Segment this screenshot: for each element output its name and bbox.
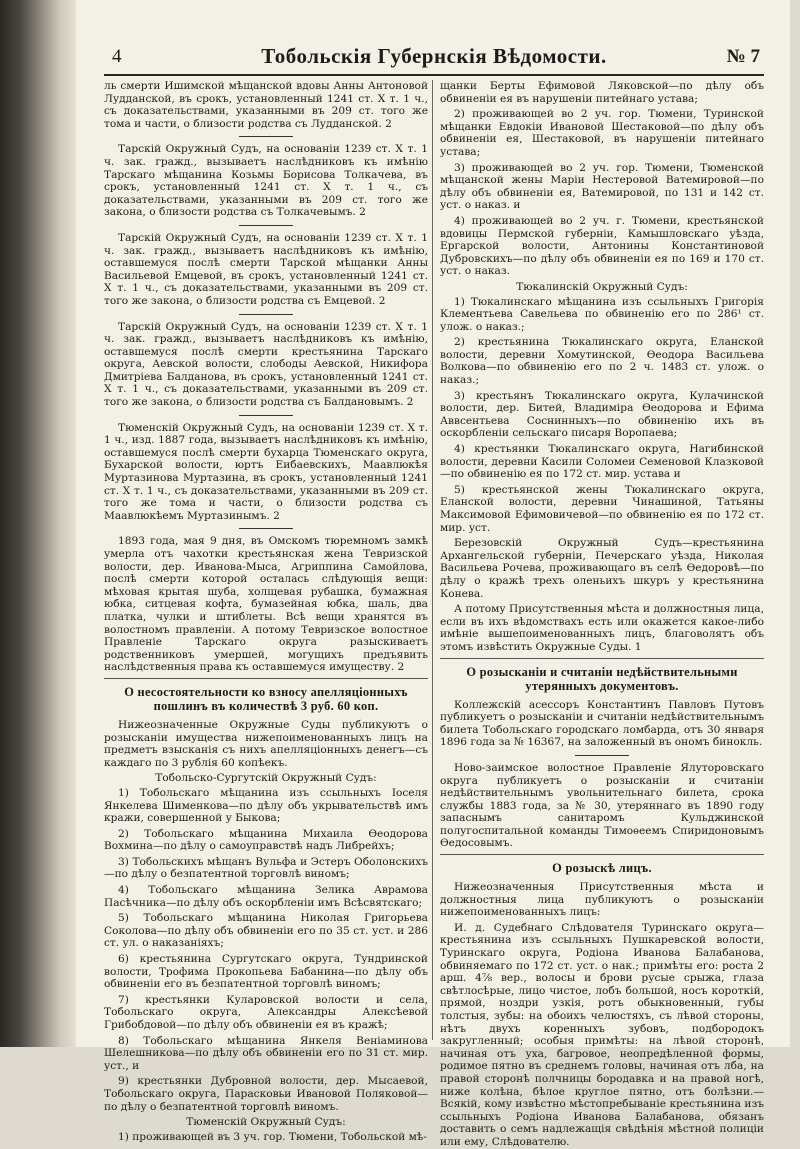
section-intro: Нижеозначенные Окружные Суды публикуютъ о розысканіи имущества нижепоименованныхъ лицъ на предметъ взысканія съ нихъ апелляціонныхъ денегъ—съ каждаго по 3 рублія 60 копѣекъ. (104, 718, 428, 769)
list-item: 4) крестьянки Тюкалинскаго округа, Нагибинской волости, деревни Касили Соломеи Семеновой Клазковой—по обвиненію ея по 172 ст. мир. устава и (440, 443, 764, 481)
notice-paragraph: Тюменскій Окружный Судъ, на основаніи 1239 ст. Х т. 1 ч., изд. 1887 года, вызываетъ наслѣдниковъ къ имѣнію, оставшемуся послѣ смерти бухарца Тюменскаго округа, Бухарской волости, юртъ Еибаевскихъ, Маавлюкѣя Муртазинова Муртазина, въ срокъ, установленный 1241 ст. Х т. 1 ч., съ доказательствами, указанными въ 209 ст. того же тома и части, о близости родства съ Маавлюкѣемъ Муртазинымъ. 2 (104, 421, 428, 522)
section-rule (440, 658, 764, 659)
section-rule (104, 678, 428, 679)
section-heading-insolvency: О несостоятельности ко взносу апелляціонныхъ пошлинъ въ количествѣ 3 руб. 60 коп. (124, 684, 408, 713)
list-item: 5) крестьянской жены Тюкалинскаго округа, Еланской волости, деревни Чинашиной, Татьяны Максимовой Ефимовичевой—по обвиненію ея по 172 ст. мир. уст. (440, 483, 764, 534)
list-item: 1) Тюкалинскаго мѣщанина изъ ссыльныхъ Григорія Клементьева Савельева по обвиненію его по 286¹ ст. улож. о наказ.; (440, 295, 764, 333)
issue-number: № 7 (726, 46, 760, 67)
court-name: Тобольско-Сургутскій Окружный Судъ: (155, 772, 377, 785)
list-item: 3) крестьянъ Тюкалинскаго округа, Кулачинской волости, дер. Битей, Владиміра Ѳеодорова и Ефима Аввсентьева Соснинныхъ—по обвиненію ихъ въ оскорбленіи сельскаго писаря Воропаева; (440, 389, 764, 440)
column-rule (432, 80, 433, 1040)
notice-paragraph: Тарскій Окружный Судъ, на основаніи 1239 ст. Х т. 1 ч. зак. гражд., вызываетъ наслѣдниковъ къ имѣнію, оставшемуся послѣ смерти крестьянина Тарскаго округа, Аевской волости, слободы Аевской, Никифора Дмитріева Балданова, въ срокъ, установленный 1241 ст. Х т. 1 ч., съ доказательствами, указанными въ 209 ст. того же закона, о близости родства съ Балдановымъ. 2 (104, 320, 428, 409)
court-name: Тюменскій Окружный Судъ: (186, 1116, 346, 1129)
separator (239, 528, 293, 529)
list-item: 7) крестьянки Куларовской волости и села, Тобольскаго округа, Александры Алексѣевой Грибобдовой—по дѣлу объ обвиненіи ея въ кражѣ; (104, 993, 428, 1031)
court-name: Тюкалинскій Окружный Судъ: (516, 280, 688, 293)
page-number: 4 (112, 46, 122, 67)
list-item: 3) Тобольскихъ мѣщанъ Вульфа и Эстеръ Оболонскихъ—по дѣлу о безпатентной торговлѣ виномъ; (104, 855, 428, 881)
notice-paragraph: Березовскій Окружный Судъ—крестьянина Архангельской губерніи, Печерскаго уѣзда, Николая Васильева Рочева, проживающаго въ селѣ Ѳедоровѣ—по дѣлу о кражѣ трехъ оленьихъ шкуръ у крестьянина Конева. (440, 537, 764, 600)
list-item: 4) проживающей во 2 уч. г. Тюмени, крестьянской вдовицы Пермской губерніи, Камышловскаго уѣзда, Ергарской волости, Антонины Константиновой Дубровскихъ—по дѣлу объ обвиненіи ея по 169 и 170 ст. уст. о наказ. (440, 214, 764, 278)
notice-paragraph: Тарскій Окружный Судъ, на основаніи 1239 ст. Х т. 1 ч. зак. гражд., вызываетъ наслѣдниковъ къ имѣнію, оставшемуся послѣ смерти Тарской мѣщанки Анны Васильевой Емцевой, въ срокъ, установленный 1241 ст. Х т. 1 ч., съ доказательствами, указанными въ 209 ст. того же закона, о близости родства съ Емцевой. 2 (104, 231, 428, 307)
book-binding (0, 0, 76, 1047)
list-item: 2) крестьянина Тюкалинскаго округа, Еланской волости, деревни Хомутинской, Ѳеодора Васильева Волкова—по обвиненію его по 2 ч. 1483 ст. улож. о наказ.; (440, 336, 764, 387)
section-rule (440, 854, 764, 855)
right-column (440, 80, 764, 1148)
section-heading-wanted-persons: О розыскѣ лицъ. (552, 861, 652, 876)
section-heading-lost-documents: О розысканіи и считаніи недѣйствительными утерянныхъ документовъ. (466, 664, 738, 693)
notice-paragraph: А потому Присутственныя мѣста и должностныя лица, если въ ихъ вѣдомствахъ есть или окажется какое-либо имѣніе вышепоименованныхъ лицъ, благоволятъ объ этомъ извѣстить Окружные Суды. 1 (440, 603, 764, 653)
list-item: 8) Тобольскаго мѣщанина Янкеля Веніаминова Шелешникова—по дѣлу объ обвиненіи его по 31 ст. мир. уст., и (104, 1034, 428, 1072)
notice-paragraph: Ново-заимское волостное Правленіе Ялуторовскаго округа публикуетъ о розысканіи и считаніи недѣйствительнымъ увольнительнаго билета, срока службы 1883 года, за № 30, утеряннаго въ 1890 году запаснымъ санитаромъ Кульджинской полугоспитальной команды Тимоѳеемъ Спиридоновымъ Ѳедосовымъ. (440, 761, 764, 850)
notice-paragraph: ль смерти Ишимской мѣщанской вдовы Анны Антоновой Лудданской, въ срокъ, установленный 1241 ст. Х т. 1 ч., съ доказательствами, указанными въ 209 ст. того же тома и части, о близости родства съ Лудданской. 2 (104, 80, 428, 130)
list-item: 2) Тобольскаго мѣщанина Михаила Ѳеодорова Вохмина—по дѣлу о самоуправствѣ надъ Либрейхъ; (104, 827, 428, 853)
list-item: 6) крестьянина Сургутскаго округа, Тундринской волости, Трофима Прокопьева Бабанина—по дѣлу объ обвиненіи его въ безпатентной торговлѣ виномъ; (104, 953, 428, 991)
notice-paragraph: Коллежскій асессоръ Константинъ Павловъ Путовъ публикуетъ о розысканіи и считаніи недѣйствительнымъ билета Тобольскаго городскаго ломбарда, отъ 30 января 1896 года за № 16367, на заложенный въ ономъ бинокль. (440, 698, 764, 749)
separator (575, 755, 629, 756)
left-column (104, 80, 428, 1143)
notice-paragraph: 1893 года, мая 9 дня, въ Омскомъ тюремномъ замкѣ умерла отъ чахотки крестьянская жена Тевризской волости, дер. Иванова-Мыса, Агриппина Самойлова, послѣ смерти которой осталась слѣдующія вещи: мѣховая крытая шуба, холщевая рубашка, бумажная юбка, ситцевая кофта, бумазейная юбка, шаль, два платка, чулки и штиблеты. Всѣ вещи хранятся въ волостномъ правленіи. А потому Тевризское волостное Правленіе Тарскаго округа разыскиваетъ родственниковъ умершей, могущихъ предъявить наслѣдственныя права къ оставшемуся имуществу. 2 (104, 535, 428, 674)
list-item: 1) проживающей въ 3 уч. гор. Тюмени, Тобольской мѣ- (118, 1130, 427, 1143)
separator (239, 314, 293, 315)
separator (239, 225, 293, 226)
page-header (104, 40, 764, 76)
list-item: 4) Тобольскаго мѣщанина Зелика Аврамова Пасѣчника—по дѣлу объ оскорбленіи имъ Всѣсвятскаго; (104, 884, 428, 909)
continued-paragraph: щанки Берты Ефимовой Ляковской—по дѣлу объ обвиненіи ея въ нарушеніи питейнаго устава; (440, 80, 764, 105)
section-intro: Нижеозначенныя Присутственныя мѣста и должностныя лица публикуютъ о розысканіи нижепоименованныхъ лицъ: (440, 881, 764, 919)
newspaper-title: Тобольскія Губернскія Вѣдомости. (261, 44, 607, 68)
newspaper-page (76, 0, 790, 1148)
notice-paragraph: Тарскій Окружный Судъ, на основаніи 1239 ст. Х т. 1 ч. зак. гражд., вызываетъ наслѣдниковъ къ имѣнію Тарскаго мѣщанина Козьмы Борисова Толкачева, въ срокъ, установленный 1241 ст. Х т. 1 ч., съ доказательствами, указанными въ 209 ст. того же закона, о близости родства съ Толкачевымъ. 2 (104, 143, 428, 219)
notice-paragraph: И. д. Судебнаго Слѣдователя Туринскаго округа—крестьянина изъ ссыльныхъ Пушкаревской волости, Туринскаго округа, Родіона Иванова Балабанова, обвиняемаго по 172 ст. уст. о нак.; примѣты его: роста 2 арш. 4⅞ вер., волосы и брови русые срыжа, глаза свѣтлосѣрые, лицо чистое, лобъ большой, носъ короткій, прямой, ноздри узкія, ротъ обыкновенный, губы толстыя, зубы: на обоихъ челюстяхъ, съ лѣвой стороны, нѣтъ двухъ коренныхъ зубовъ, подбородокъ закругленный; особыя примѣты: на лѣвой сторонѣ, начиная отъ уха, багровое, неопредѣленной формы, родимое пятно въ среднемъ головы, начиная отъ лба, на правой сторонѣ полчницы бородавка и на правой ногѣ, ниже колѣна, бѣлое круглое пятно, отъ болѣзни.—Всякій, кому извѣстно мѣстопребываніе крестьянина изъ ссыльныхъ Родіона Иванова Балабанова, обязанъ доставить о семъ надлежащія свѣдѣнія мѣстной полиціи или ему, Слѣдователю. (440, 921, 764, 1148)
list-item: 1) Тобольскаго мѣщанина изъ ссыльныхъ Іоселя Янкелева Шименкова—по дѣлу объ укрывательствѣ имъ кражи, совершенной у Быкова; (104, 786, 428, 825)
list-item: 2) проживающей во 2 уч. гор. Тюмени, Туринской мѣщанки Евдокіи Ивановой Шестаковой—по дѣлу объ обвиненіи ея, Шестаковой, въ нарушеніи питейнаго устава; (440, 108, 764, 158)
list-item: 5) Тобольскаго мѣщанина Николая Григорьева Соколова—по дѣлу объ обвиненіи его по 35 ст. уст. и 286 ст. ул. о наказаніяхъ; (104, 912, 428, 950)
list-item: 3) проживающей во 2 уч. гор. Тюмени, Тюменской мѣщанской жены Маріи Нестеровой Ватемировой—по дѣлу объ обвиненіи ея, Ватемировой, по 131 и 142 ст. уст. о наказ. и (440, 161, 764, 212)
separator (239, 136, 293, 137)
separator (239, 415, 293, 416)
list-item: 9) крестьянки Дубровной волости, дер. Мысаевой, Тобольскаго округа, Парасковьи Ивановой Поляковой—по дѣлу о безпатентной торговлѣ виномъ. (104, 1075, 428, 1113)
